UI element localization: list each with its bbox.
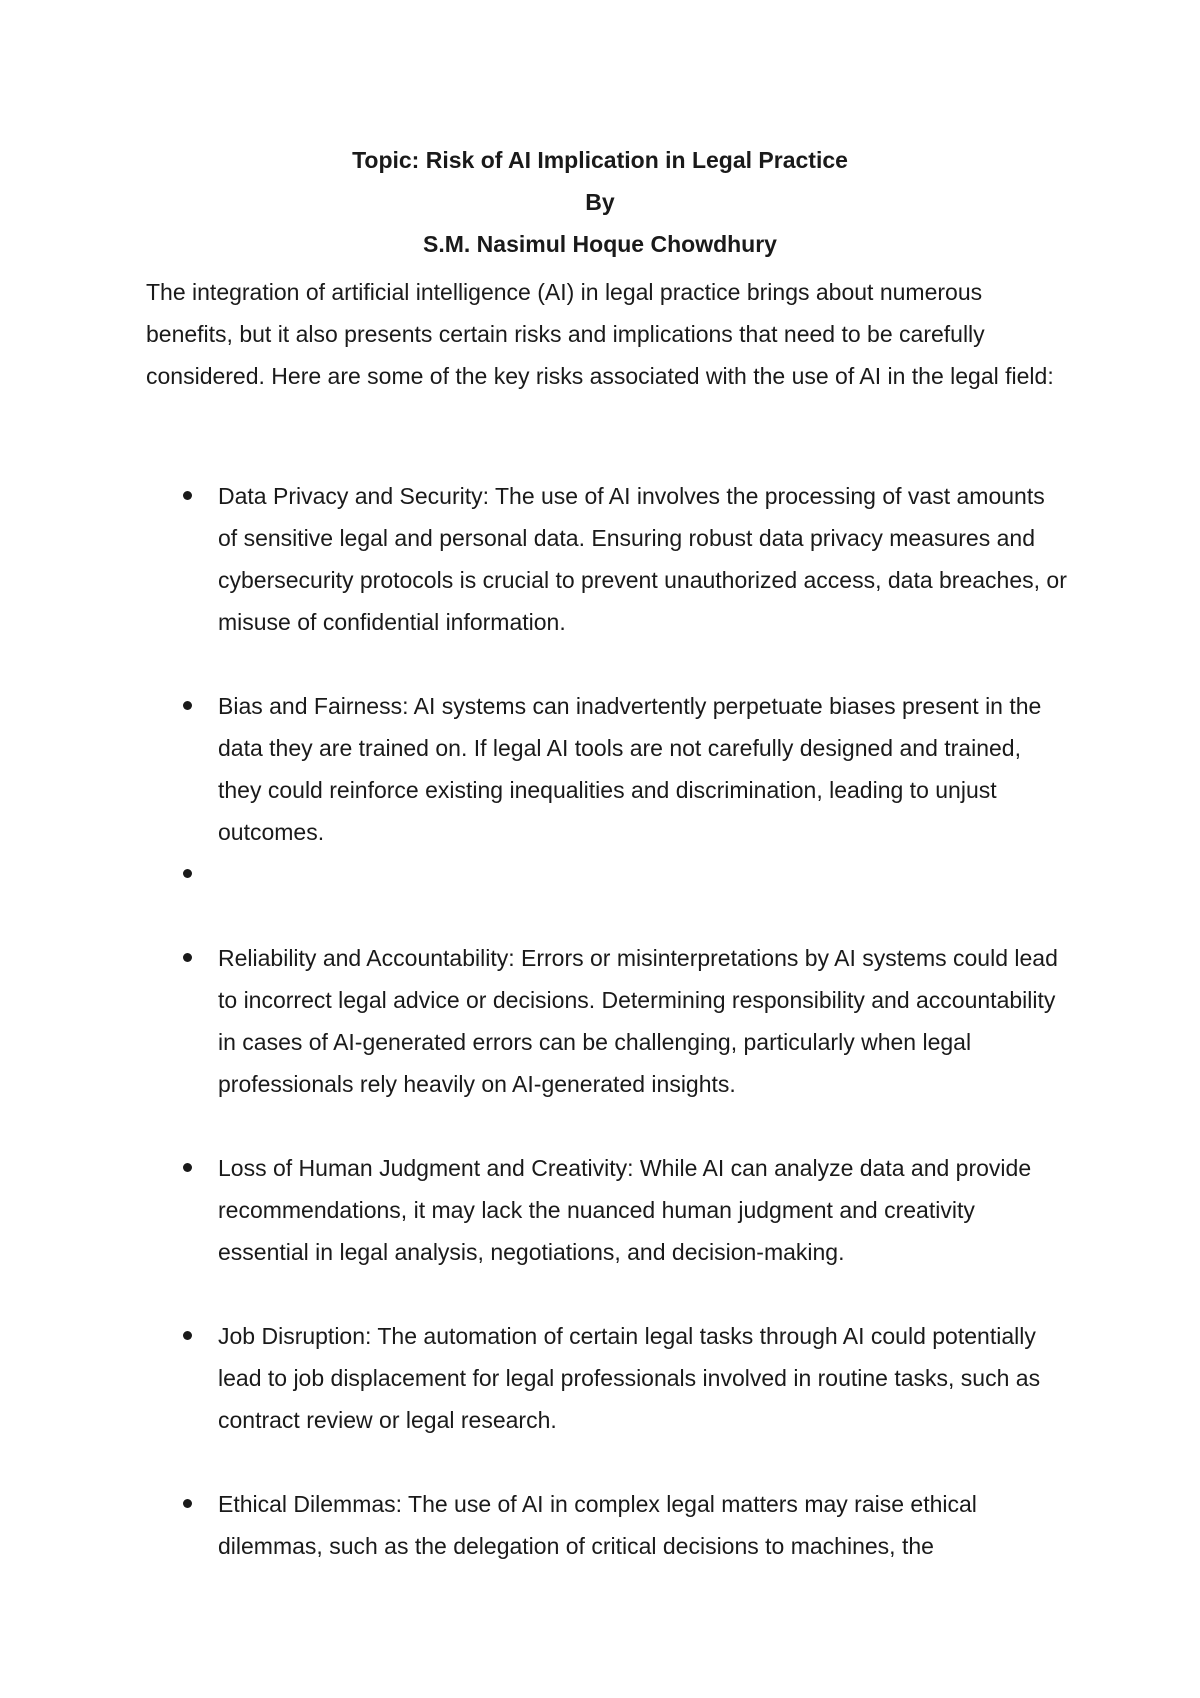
list-item-text: Ethical Dilemmas: The use of AI in complex legal matters may raise ethical dilemmas, such as the delegation of critical decisions to machines, the	[218, 1491, 977, 1559]
byline-label: By	[585, 189, 615, 215]
list-item	[218, 475, 1068, 643]
list-item	[218, 1483, 1068, 1567]
list-item	[218, 685, 1068, 853]
bullet-icon	[183, 869, 192, 878]
author-name: S.M. Nasimul Hoque Chowdhury	[423, 231, 777, 257]
list-item	[218, 937, 1068, 1105]
list-item-text: Loss of Human Judgment and Creativity: While AI can analyze data and provide recommendations, it may lack the nuanced human judgment and creativity essential in legal analysis, negotiations, and decision-making.	[218, 1155, 1032, 1265]
list-item-text: Reliability and Accountability: Errors or misinterpretations by AI systems could lead to incorrect legal advice or decisions. Determining responsibility and accountability in cases of AI-generated errors can be challenging, particularly when legal professionals rely heavily on AI-generated insights.	[218, 945, 1058, 1097]
bullet-icon	[183, 1163, 192, 1172]
bullet-icon	[183, 701, 192, 710]
bullet-icon	[183, 953, 192, 962]
bullet-icon	[183, 1331, 192, 1340]
list-item	[218, 1147, 1068, 1273]
document-title: Topic: Risk of AI Implication in Legal Practice	[352, 147, 848, 173]
bullet-icon	[183, 491, 192, 500]
list-item-text: Job Disruption: The automation of certain legal tasks through AI could potentially lead to job displacement for legal professionals involved in routine tasks, such as contract review or legal research.	[218, 1323, 1041, 1433]
list-item-text: Bias and Fairness: AI systems can inadvertently perpetuate biases present in the data they are trained on. If legal AI tools are not carefully designed and trained, they could reinforce existing inequalities and discrimination, leading to unjust outcomes.	[218, 693, 1042, 845]
list-item-text: Data Privacy and Security: The use of AI involves the processing of vast amounts of sensitive legal and personal data. Ensuring robust data privacy measures and cybersecurity protocols is crucial to prevent unauthorized access, data breaches, or misuse of confidential information.	[218, 483, 1067, 635]
intro-paragraph: The integration of artificial intelligence (AI) in legal practice brings about numerous benefits, but it also presents certain risks and implications that need to be carefully considered. Here are some of the key risks associated with the use of AI in the legal field:	[146, 279, 1054, 389]
list-item	[218, 1315, 1068, 1441]
bullet-icon	[183, 1499, 192, 1508]
